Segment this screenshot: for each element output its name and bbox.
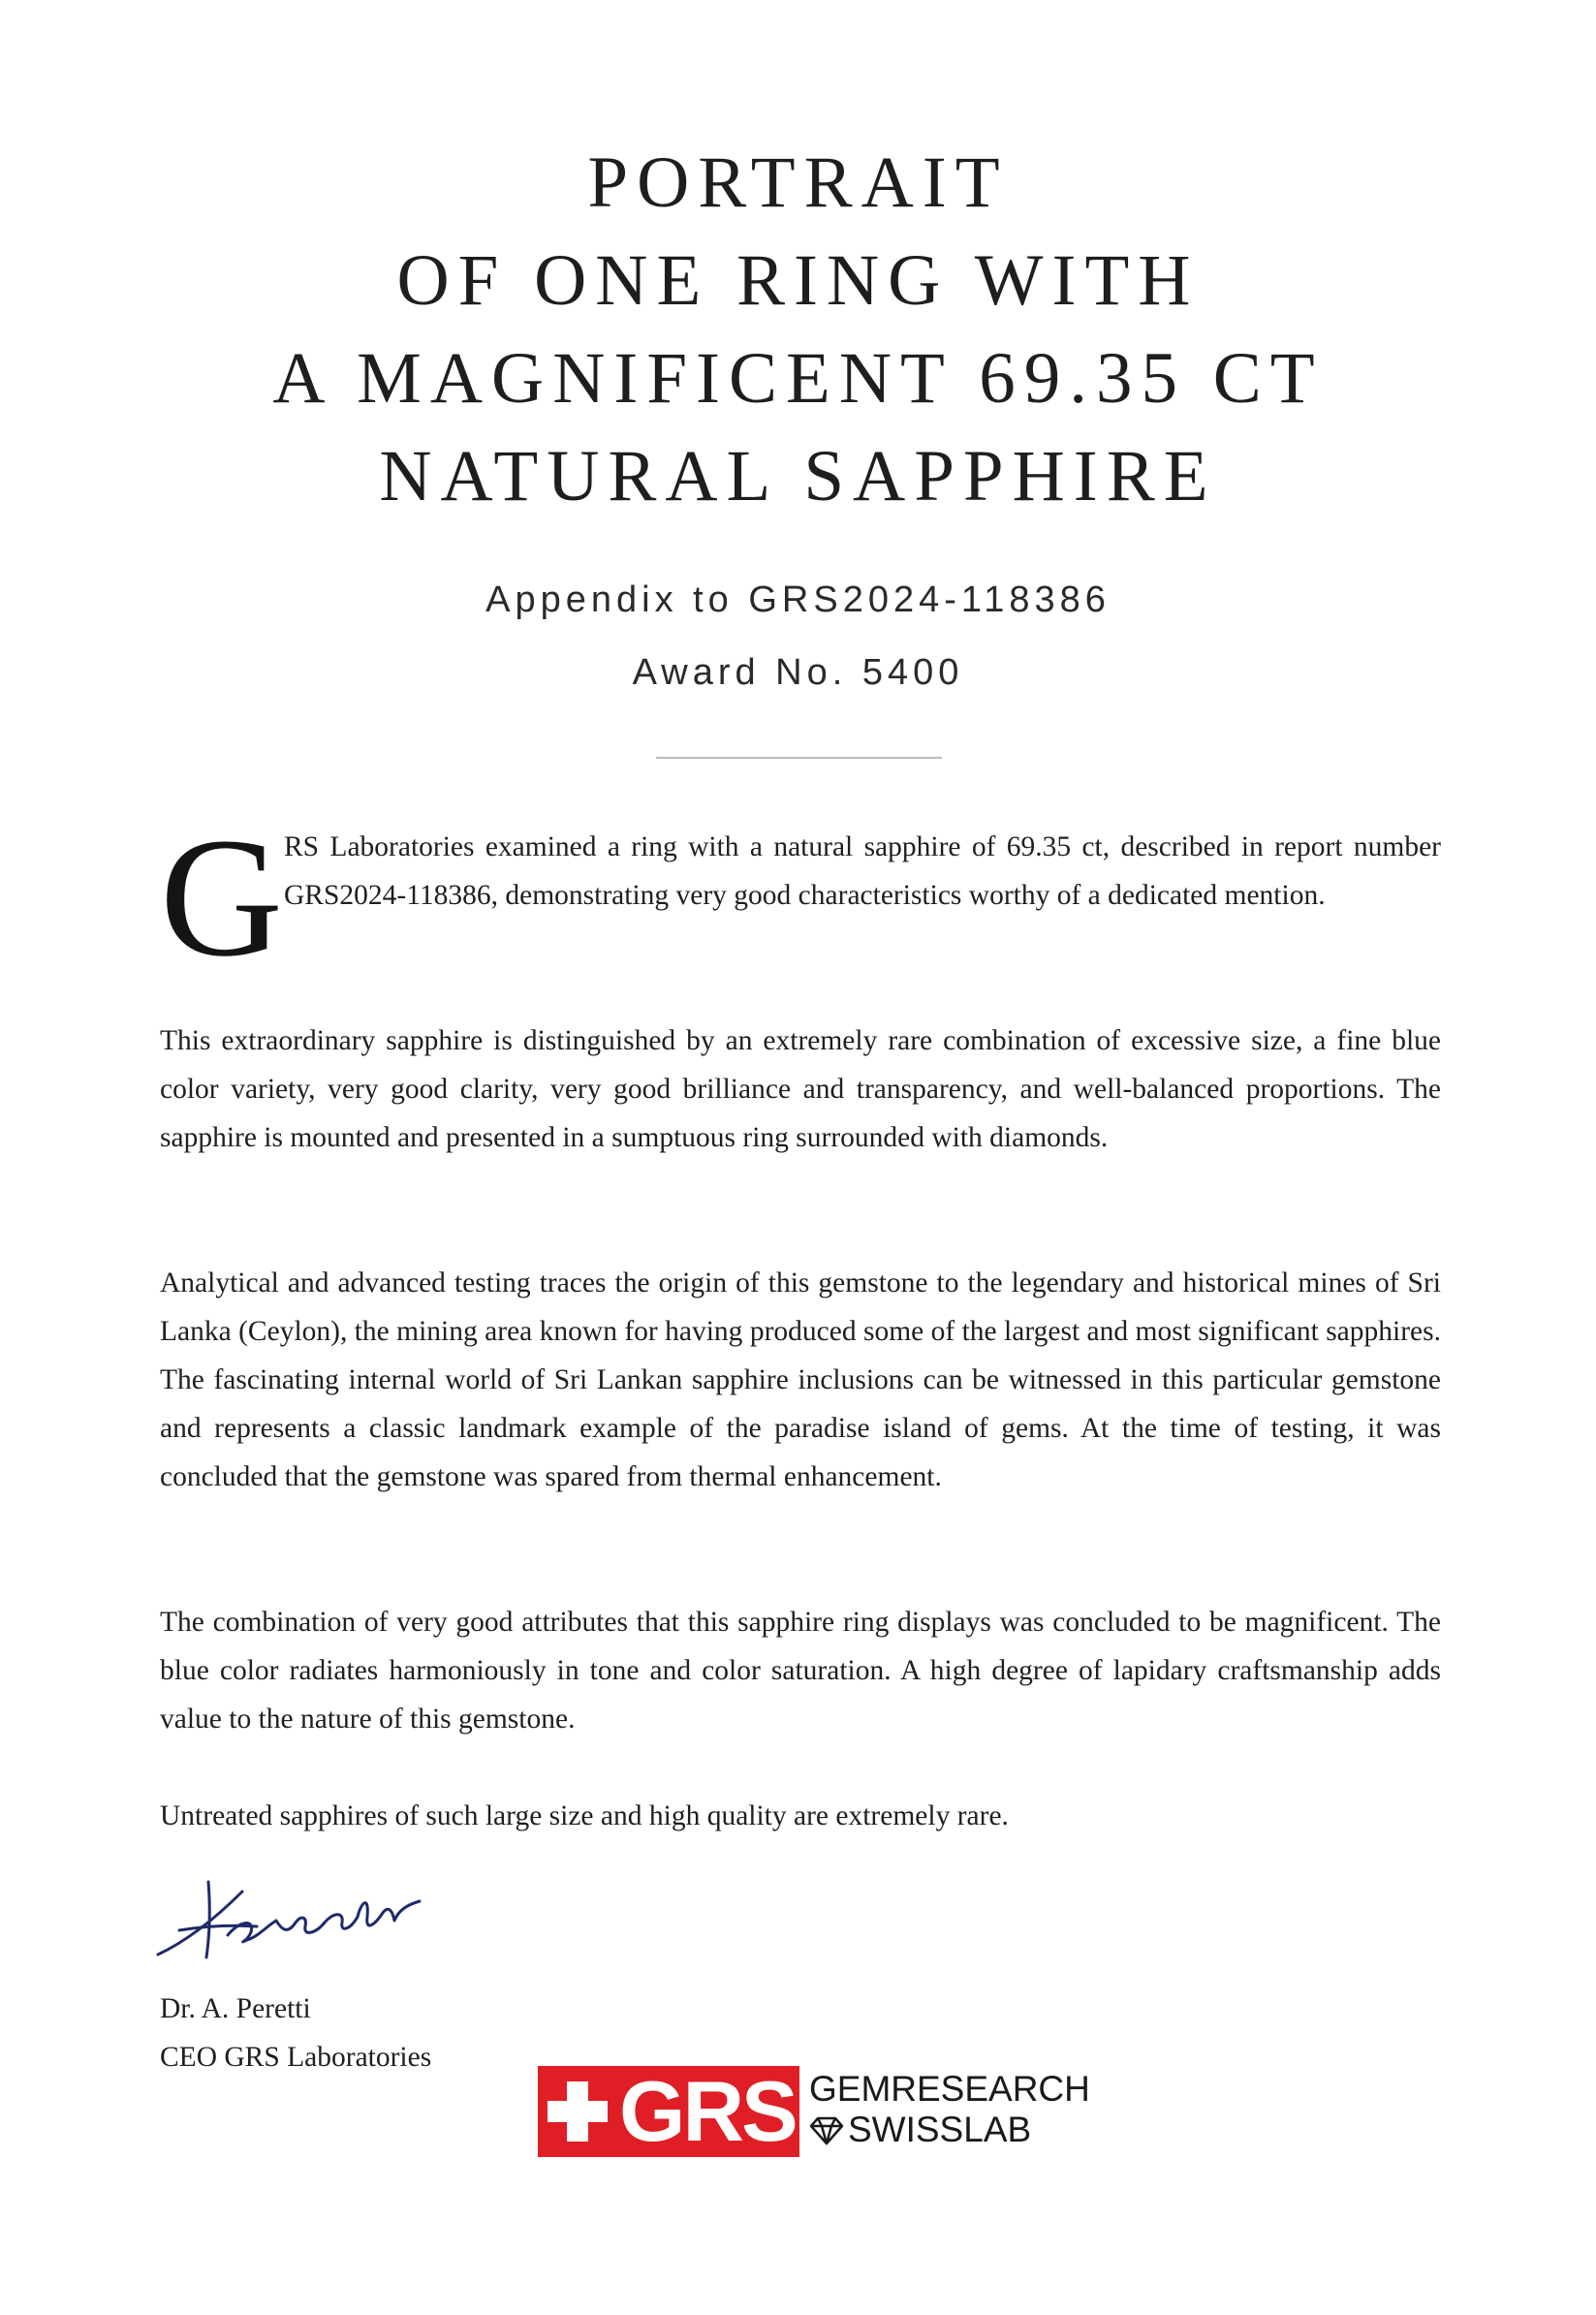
signer-title: CEO GRS Laboratories — [160, 2042, 432, 2073]
grs-logo — [538, 2063, 1090, 2161]
title-line-1: PORTRAIT — [587, 142, 1009, 223]
logo-red-box — [538, 2063, 799, 2159]
document-title — [0, 134, 1596, 525]
intro-paragraph — [160, 803, 1441, 992]
logo-swisslab: SWISSLAB — [848, 2110, 1032, 2149]
diamond-icon — [809, 2116, 844, 2145]
award-number: Award No. 5400 — [632, 652, 964, 693]
title-line-2: OF ONE RING WITH — [396, 240, 1200, 321]
intro-paragraph-text: RS Laboratories examined a ring with a natural sapphire of 69.35 ct, described in report number GRS2024-118386, demonstrating very good characteristics worthy of a dedicated mention. — [284, 831, 1441, 911]
description-paragraph: This extraordinary sapphire is distinguished by an extremely rare combination of excessive size, a fine blue color variety, very good clarity, very good brilliance and transparency, and well-balanced proportions. The sapphire is mounted and presented in a sumptuous ring surrounded with diamonds. — [160, 1025, 1441, 1153]
logo-gemresearch: GEMRESEARCH — [809, 2069, 1090, 2109]
title-line-4: NATURAL SAPPHIRE — [379, 436, 1217, 516]
drop-cap: G — [160, 803, 284, 992]
title-divider — [656, 757, 942, 759]
logo-mark-text: GRS — [619, 2063, 796, 2159]
swiss-cross-icon — [548, 2076, 608, 2147]
handwritten-signature-icon — [150, 1862, 441, 1969]
signer-name: Dr. A. Peretti — [160, 1993, 311, 2024]
origin-paragraph: Analytical and advanced testing traces the origin of this gemstone to the legendary and historical mines of Sri Lanka (Ceylon), the mining area known for having produced some of the largest and most significant sapphires. The fascinating internal world of Sri Lankan sapphire inclusions can be witnessed in this particular gemstone and represents a classic landmark example of the paradise island of gems. At the time of testing, it was concluded that the gemstone was spared from thermal enhancement. — [160, 1267, 1441, 1492]
title-line-3: A MAGNIFICENT 69.35 CT — [272, 338, 1324, 419]
attributes-paragraph: The combination of very good attributes that this sapphire ring displays was concluded to be magnificent. The blue color radiates harmoniously in tone and color saturation. A high degree of lapidary craftsmanship adds value to the nature of this gemstone. — [160, 1607, 1441, 1735]
appendix-reference: Appendix to GRS2024-118386 — [485, 579, 1111, 620]
conclusion-paragraph: Untreated sapphires of such large size and high quality are extremely rare. — [160, 1800, 1009, 1831]
